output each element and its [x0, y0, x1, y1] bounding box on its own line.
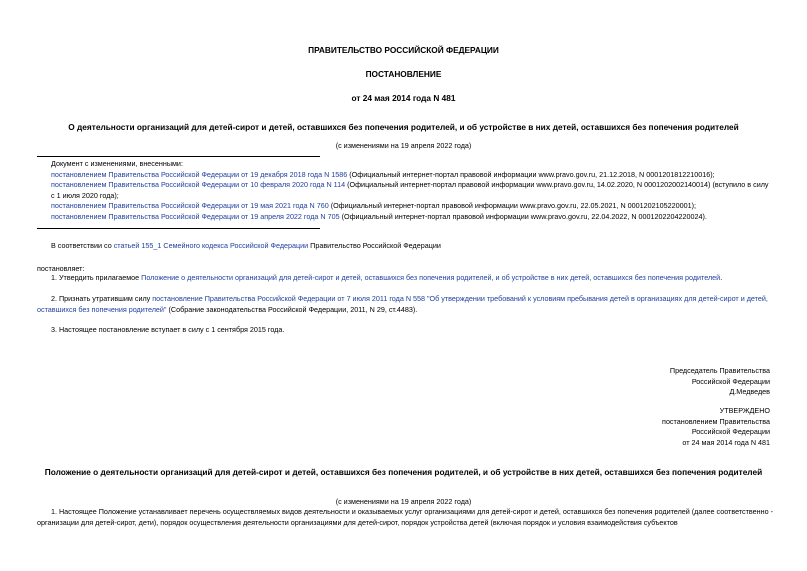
approval-block	[470, 406, 770, 448]
signature-block	[470, 366, 770, 398]
approval-line-2: постановлением Правительства	[662, 416, 770, 426]
change-link-3[interactable]: постановлением Правительства Российской Федерации от 19 мая 2021 года N 760	[51, 201, 329, 211]
p2-prefix: 2. Признать утратившим силу	[51, 294, 153, 303]
p1-suffix: .	[720, 273, 723, 282]
changes-block	[51, 159, 773, 223]
change-item	[37, 180, 773, 201]
p1-prefix: 1. Утвердить прилагаемое	[51, 273, 142, 282]
change-item	[51, 212, 773, 223]
change-link-2[interactable]: постановлением Правительства Российской Федерации от 10 февраля 2020 года N 114	[51, 180, 346, 190]
change-item	[51, 170, 773, 181]
document-date-number: от 24 мая 2014 года N 481	[351, 93, 456, 103]
approval-title: УТВЕРЖДЕНО	[719, 406, 770, 415]
regulation-revision-note: (с изменениями на 19 апреля 2022 года)	[335, 497, 472, 506]
government-name: ПРАВИТЕЛЬСТВО РОССИЙСКОЙ ФЕДЕРАЦИИ	[308, 45, 499, 55]
paragraph-3: 3. Настоящее постановление вступает в силу с 1 сентября 2015 года.	[51, 325, 285, 334]
basis-prefix: В соответствии со	[51, 241, 114, 250]
document-type: ПОСТАНОВЛЕНИЕ	[365, 69, 442, 79]
change-link-1[interactable]: постановлением Правительства Российской Федерации от 19 декабря 2018 года N 1586	[51, 169, 348, 179]
signature-country: Российской Федерации	[691, 376, 770, 386]
approval-line-3: Российской Федерации	[691, 427, 770, 437]
regulation-link[interactable]: Положение о деятельности организаций для детей-сирот и детей, оставшихся без попечения родителей, и об устройстве в них детей, оставшихся без попечения родителей	[141, 273, 721, 282]
document-title: О деятельности организаций для детей-сирот и детей, оставшихся без попечения родителей, и об устройстве в них детей, оставшихся без попечения родителей	[68, 122, 739, 132]
paragraph-2	[37, 294, 773, 315]
change-text-3: (Официальный интернет-портал правовой информации www.pravo.gov.ru, 22.05.2021, N 0001202105220001);	[328, 201, 696, 211]
regulation-title: Положение о деятельности организаций для детей-сирот и детей, оставшихся без попечения родителей, и об устройстве в них детей, оставшихся без попечения родителей	[44, 467, 763, 477]
revision-note: (с изменениями на 19 апреля 2022 года)	[335, 141, 472, 150]
change-text-2: (Официальный интернет-портал правовой информации www.pravo.gov.ru, 14.02.2020, N 0001202002140014) (вступило в силу с 1 июля 2020 года);	[51, 180, 769, 200]
change-link-4[interactable]: постановлением Правительства Российской Федерации от 19 апреля 2022 года N 705	[51, 211, 340, 221]
divider-top	[37, 156, 320, 157]
repealed-resolution-link[interactable]: постановление Правительства Российской Федерации от 7 июля 2011 года N 558 "Об утверждении требований к условиям пребывания детей в организациях для детей-сирот и детей, оставшихся без попечения родителей"	[37, 294, 768, 314]
basis-suffix: Правительство Российской Федерации	[308, 241, 441, 250]
p2-suffix: (Собрание законодательства Российской Федерации, 2011, N 29, ст.4483).	[166, 304, 418, 314]
family-code-link[interactable]: статьей 155_1 Семейного кодекса Российской Федерации	[113, 241, 309, 250]
divider-bottom	[37, 228, 320, 229]
signature-name: Д.Медведев	[729, 387, 770, 397]
signature-position: Председатель Правительства	[669, 366, 770, 375]
change-text-1: (Официальный интернет-портал правовой информации www.pravo.gov.ru, 21.12.2018, N 0001201812210016);	[347, 169, 715, 179]
basis-paragraph	[51, 241, 773, 252]
regulation-paragraph-1: 1. Настоящее Положение устанавливает перечень осуществляемых видов деятельности и оказываемых услуг организациями для детей-сирот и детей, оставшихся без попечения родителей (далее соответственно - организации для детей-сирот, дети), порядок осуществления деятельности организациями для детей-сирот, порядок устройства детей (включая порядок и условия взаимодействия субъектов	[37, 507, 773, 527]
changes-intro: Документ с изменениями, внесенными:	[51, 159, 183, 168]
resolves-text: постановляет:	[37, 264, 85, 273]
change-item	[51, 201, 773, 212]
paragraph-1	[51, 273, 773, 284]
approval-line-4: от 24 мая 2014 года N 481	[682, 437, 770, 447]
change-text-4: (Официальный интернет-портал правовой информации www.pravo.gov.ru, 22.04.2022, N 0001202204220024).	[339, 211, 707, 221]
